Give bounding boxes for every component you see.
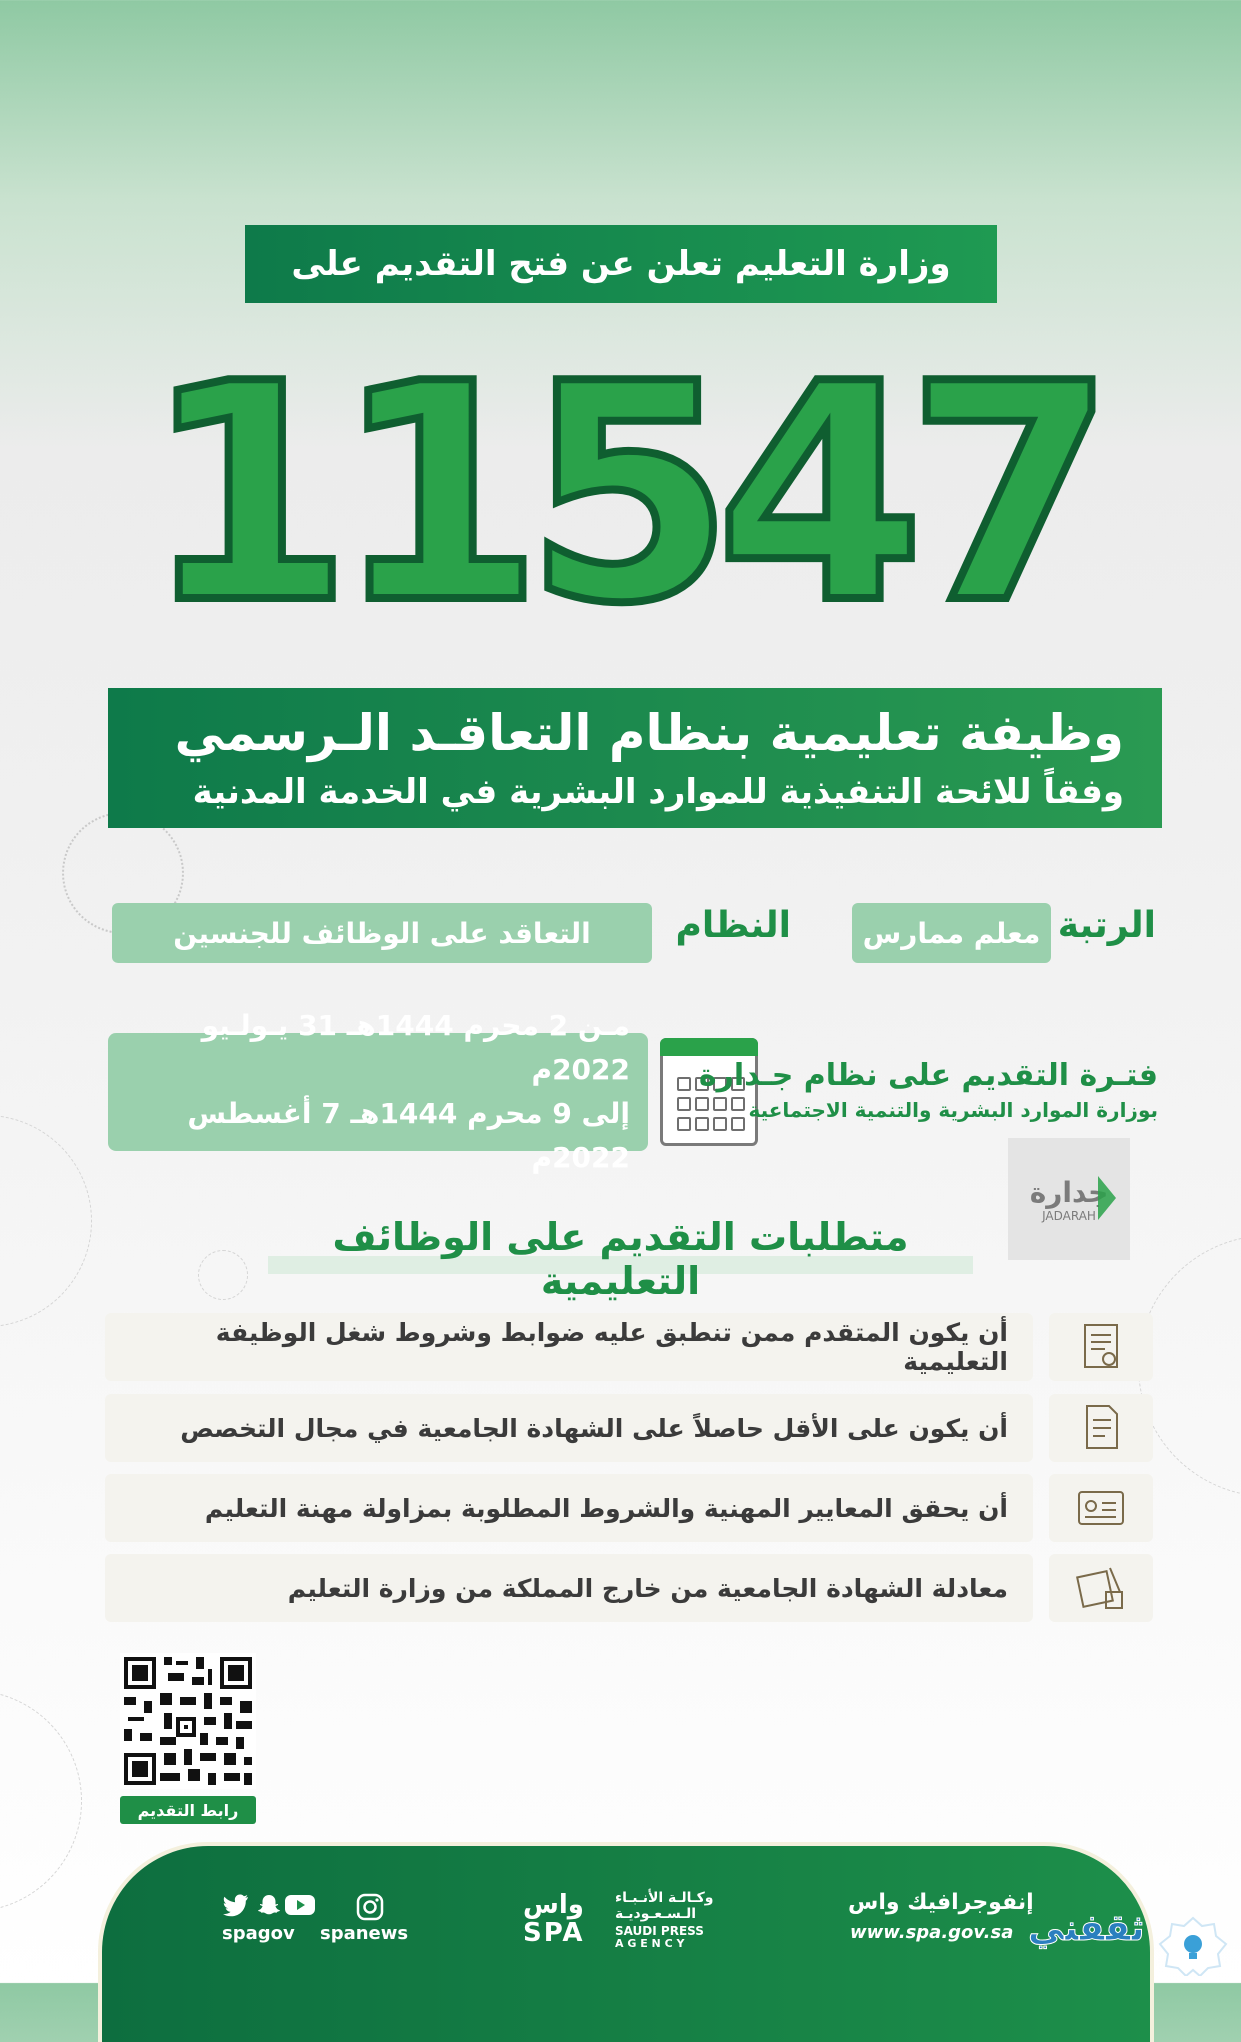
youtube-icon[interactable] [284,1893,316,1921]
jadarah-mark-icon [1098,1176,1116,1220]
lightbulb-icon [1158,1916,1228,1980]
spa-logo-ar-1: وكـالـة الأنـبـاء [615,1890,714,1906]
qr-link-label[interactable]: رابط التقديم [120,1796,256,1824]
requirement-item [105,1474,1033,1542]
website-link[interactable]: www.spa.gov.sa [850,1922,1014,1943]
watermark-text: ثقفني [1028,1908,1145,1949]
spa-logo [523,1890,723,1952]
requirement-item [105,1394,1033,1462]
decor-ring [198,1250,248,1300]
instagram-icon[interactable] [356,1893,384,1925]
id-card-icon [1049,1474,1153,1542]
date-range-box [108,1009,648,1174]
requirement-text: أن يكون المتقدم ممن تنطبق عليه ضوابط وشروط شغل الوظيفة التعليمية [215,1318,1008,1376]
rank-label: الرتبة [1057,905,1156,946]
requirement-text: أن يحقق المعايير المهنية والشروط المطلوبة بمزاولة مهنة التعليم [204,1493,1008,1523]
social-handle-spagov[interactable]: spagov [222,1923,295,1944]
social-handle-spanews[interactable]: spanews [320,1923,409,1944]
announcement-banner [245,225,997,303]
requirement-text: أن يكون على الأقل حاصلاً على الشهادة الجامعية في مجال التخصص [180,1413,1008,1443]
period-subtitle: بوزارة الموارد البشرية والتنمية الاجتماعية [748,1098,1158,1122]
date-from: مـن 2 محرم 1444هـ 31 يـولـيو 2022م [201,1009,630,1086]
requirements-title: متطلبات التقديم على الوظائف التعليمية [332,1215,909,1303]
rank-value: معلم ممارس [852,903,1051,963]
decor-ring [1138,1235,1241,1497]
jadarah-logo-ar: جدارة [1029,1175,1109,1209]
certificate-icon [1049,1313,1153,1381]
spa-logo-mark: واس [523,1890,584,1920]
banner-text: وزارة التعليم تعلن عن فتح التقديم على [291,244,951,284]
spa-logo-ar-2: الـسـعـوديـة [615,1906,697,1922]
system-value: التعاقد على الوظائف للجنسين [112,903,652,963]
qr-code[interactable] [120,1653,256,1789]
spa-logo-mark-en: SPA [523,1918,585,1948]
title-block [108,688,1162,828]
system-label: النظام [675,905,791,946]
snapchat-icon[interactable] [256,1893,282,1919]
spa-logo-en-2: A G E N C Y [615,1937,685,1950]
jadarah-logo-en: JADARAH [1042,1208,1096,1223]
decor-ring [0,1115,92,1327]
job-count: 11547 [143,320,1098,669]
document-icon [1049,1394,1153,1462]
date-to: إلى 9 محرم 1444هـ 7 أغسطس 2022م [187,1097,630,1174]
spa-logo-en-1: SAUDI PRESS [615,1924,704,1938]
period-title: فتـرة التقديم على نظام جـدارة [698,1058,1158,1093]
twitter-icon[interactable] [222,1893,250,1917]
requirement-item [105,1313,1033,1381]
decor-ring [0,1690,82,1912]
requirement-item [105,1554,1033,1622]
diploma-stamp-icon [1049,1554,1153,1622]
infographic-credit: إنفوجرافيك واس [848,1890,1034,1915]
title-line-2: وفقاً للائحة التنفيذية للموارد البشرية في الخدمة المدنية [192,772,1124,812]
requirement-text: معادلة الشهادة الجامعية من خارج المملكة من وزارة التعليم [287,1573,1008,1603]
title-line-1: وظيفة تعليمية بنظام التعاقـد الـرسمي [174,704,1124,762]
jadarah-logo [1008,1138,1130,1260]
